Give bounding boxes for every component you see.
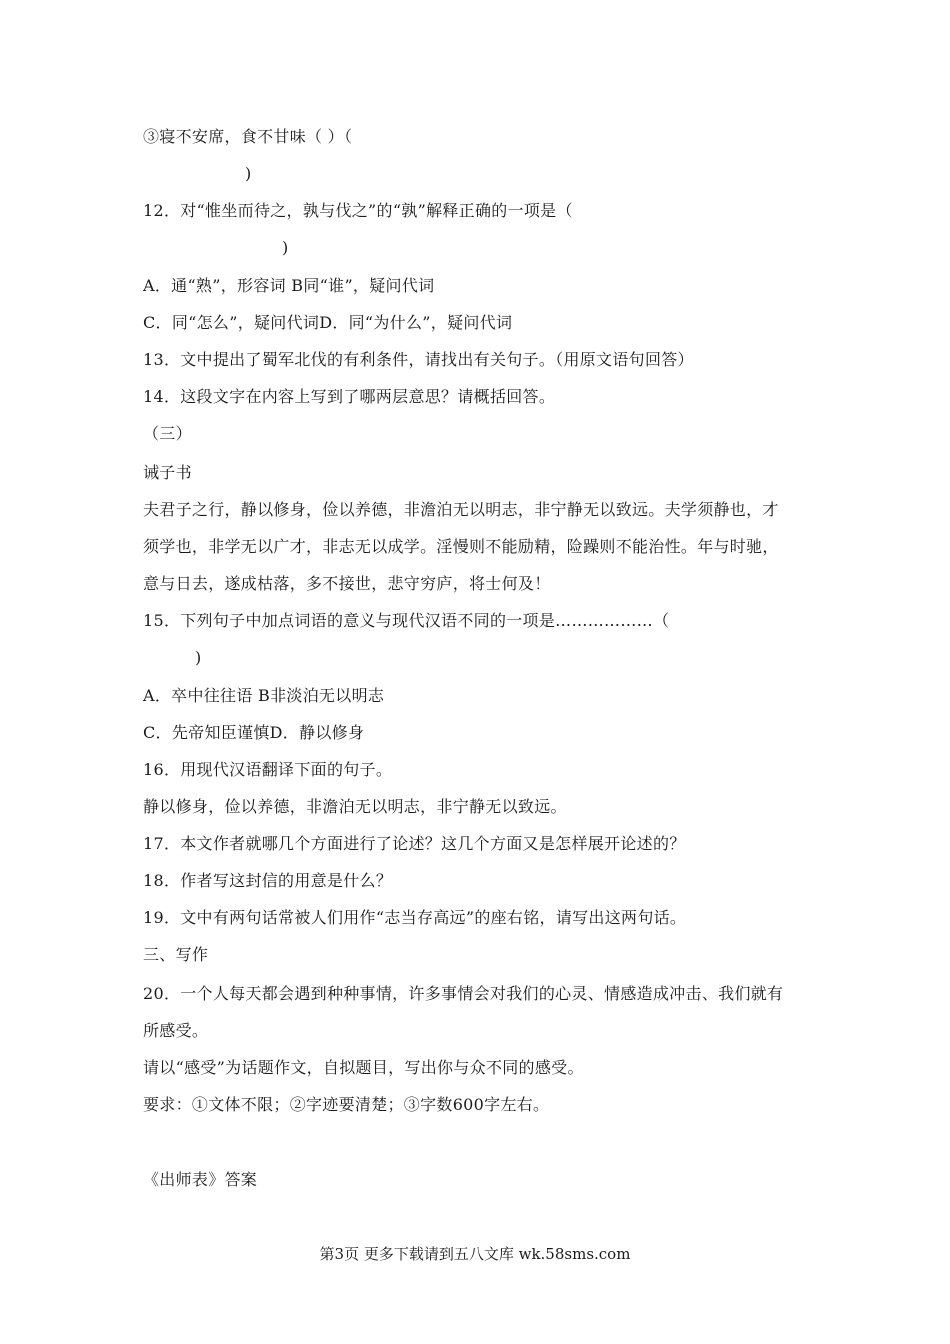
text-line: 请以“感受”为话题作文，自拟题目，写出你与众不同的感受。 [143, 1058, 584, 1077]
question-19: 19．文中有两句话常被人们用作“志当存高远”的座右铭，请写出这两句话。 [143, 908, 687, 927]
requirements-line: 要求：①文体不限；②字迹要清楚；③字数600字左右。 [143, 1095, 550, 1114]
question-17: 17．本文作者就哪几个方面进行了论述？这几个方面又是怎样展开论述的？ [143, 834, 686, 853]
option-line: C．同“怎么”，疑问代词D．同“为什么”，疑问代词 [143, 313, 513, 332]
question-15: 15．下列句子中加点词语的意义与现代汉语不同的一项是………………（ [143, 611, 670, 630]
page-footer: 第3页 更多下载请到五八文库 wk.58sms.com [319, 1245, 631, 1263]
question-14: 14．这段文字在内容上写到了哪两层意思？请概括回答。 [143, 387, 556, 406]
text-line: ) [195, 648, 202, 667]
text-line: 静以修身，俭以养德，非澹泊无以明志，非宁静无以致远。 [143, 797, 567, 816]
text-line: ) [245, 164, 252, 183]
question-16: 16．用现代汉语翻译下面的句子。 [143, 760, 393, 779]
passage-title: 诫子书 [143, 463, 192, 482]
passage-line: 夫君子之行，静以修身，俭以养德，非澹泊无以明志，非宁静无以致远。夫学须静也，才 [143, 500, 779, 519]
option-line: C．先帝知臣谨慎D．静以修身 [143, 723, 365, 742]
text-line: ) [282, 238, 289, 257]
question-12: 12．对“惟坐而待之，孰与伐之”的“孰”解释正确的一项是（ [143, 201, 573, 220]
passage-line: 须学也，非学无以广才，非志无以成学。淫慢则不能励精，险躁则不能治性。年与时驰， [143, 537, 779, 556]
text-line: ③寝不安席，食不甘味（ ）（ [143, 127, 353, 146]
section-heading: 三、写作 [143, 945, 209, 964]
question-18: 18．作者写这封信的用意是什么？ [143, 871, 393, 890]
option-line: A．卒中往往语 B非淡泊无以明志 [143, 686, 385, 705]
answer-heading: 《出师表》答案 [143, 1170, 258, 1189]
question-20: 20．一个人每天都会遇到种种事情，许多事情会对我们的心灵、情感造成冲击、我们就有 [143, 984, 784, 1003]
passage-line: 意与日去，遂成枯落，多不接世，悲守穷庐，将士何及！ [143, 574, 551, 593]
option-line: A．通“熟”，形容词 B同“谁”，疑问代词 [143, 276, 435, 295]
question-13: 13．文中提出了蜀军北伐的有利条件，请找出有关句子。（用原文语句回答） [143, 350, 694, 369]
text-line: 所感受。 [143, 1021, 209, 1040]
section-heading: （三） [143, 424, 192, 443]
